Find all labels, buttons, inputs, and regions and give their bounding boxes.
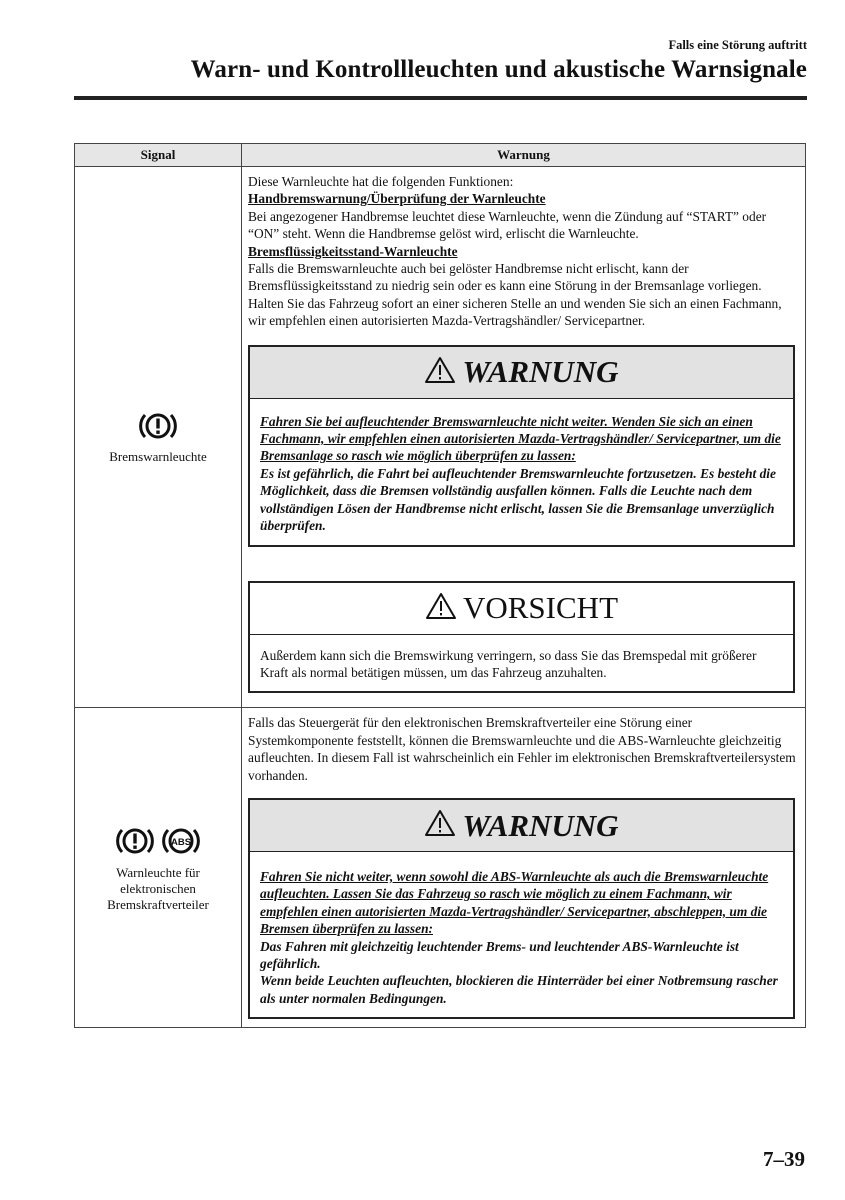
page-title: Warn- und Kontrollleuchten und akustische Warnsignale [190,56,807,83]
warning-box [248,345,795,547]
header-warnung: Warnung [242,144,806,167]
caution-box-header [250,583,793,635]
page-number: 7–39 [763,1147,805,1171]
table-row [75,708,806,1028]
header-signal: Signal [75,144,242,167]
warning-triangle-icon [424,356,456,388]
warning-triangle-icon [425,592,457,624]
subheading: Handbremswarnung/Überprüfung der Warnleuchte [248,191,546,207]
paragraph: Falls die Bremswarnleuchte auch bei gelöster Handbremse nicht erlischt, kann der Bremsflüssigkeitsstand zu niedrig sein oder es kann eine Störung in der Bremsanlage vorliegen. Halten Sie das Fahrzeug sofort an einer sicheren Stelle an und wenden Sie sich an einen Fachmann, wir empfehlen einen autorisierten Mazda-Vertragshändler/ Servicepartner. [248,261,782,329]
signal-cell [75,708,242,1028]
intro-text: Falls das Steuergerät für den elektronischen Bremskraftverteiler eine Störung einer Systemkomponente feststellt, können die Bremswarnleuchte und die ABS-Warnleuchte gleichzeitig aufleuchten. In diesem Fall ist wahrscheinlich ein Fehler im elektronischen Bremskraftverteilersystem vorhanden. [248,715,796,783]
warning-text: Wenn beide Leuchten aufleuchten, blockieren die Hinterräder bei einer Notbremsung rascher als unter normalen Bedingungen. [260,973,778,1006]
brake-abs-warning-icon [109,823,207,863]
warning-table [74,143,806,1028]
warning-title: WARNUNG [462,807,619,843]
brake-warning-icon [135,409,181,447]
warning-text-cell [242,167,806,708]
warning-underlined-text: Fahren Sie bei aufleuchtender Bremswarnleuchte nicht weiter. Wenden Sie sich an einen Fachmann, wir empfehlen einen autorisierten Mazda-Vertragshändler/ Servicepartner, um die Bremsanlage so rasch wie möglich überprüfen zu lassen: [260,413,781,464]
warning-triangle-icon [424,809,456,841]
section-label: Falls eine Störung auftritt [668,38,807,52]
warning-text: Es ist gefährlich, die Fahrt bei aufleuchtender Bremswarnleuchte fortzusetzen. Es besteht die Möglichkeit, dass die Bremsen vollständig ausfallen können. Falls die Leuchte nach dem vollständigen Lösen der Handbremse nicht erlischt, lassen Sie die Bremsanlage unverzüglich überprüfen. [260,465,776,534]
warning-text-cell [242,708,806,1028]
signal-label: Bremswarnleuchte [109,449,207,465]
paragraph: Bei angezogener Handbremse leuchtet diese Warnleuchte, wenn die Zündung auf “START” oder “ON” steht. Wenn die Handbremse gelöst wird, erlischt die Warnleuchte. [248,208,767,242]
title-rule [74,96,807,100]
warning-text: Das Fahren mit gleichzeitig leuchtender Brems- und leuchtender ABS-Warnleuchte ist gefährlich. [260,938,739,971]
table-row [75,167,806,708]
subheading: Bremsflüssigkeitsstand-Warnleuchte [248,243,458,259]
warning-box-header [250,800,793,852]
warning-box [248,798,795,1019]
warning-title: WARNUNG [462,354,619,390]
warning-box-header [250,347,793,399]
signal-cell [75,167,242,708]
caution-text: Außerdem kann sich die Bremswirkung verringern, so dass Sie das Bremspedal mit größerer Kraft als normal betätigen müssen, um das Fahrzeug anzuhalten. [260,647,757,680]
warning-box-body [250,399,793,545]
caution-box-body [250,635,793,692]
caution-box [248,581,795,694]
warning-box-body [250,852,793,1017]
signal-label: Warnleuchte für elektronischen Bremskraftverteiler [107,864,209,912]
table-header-row [75,144,806,167]
intro-text: Diese Warnleuchte hat die folgenden Funktionen: [248,174,514,189]
caution-title: VORSICHT [462,590,618,626]
warning-underlined-text: Fahren Sie nicht weiter, wenn sowohl die ABS-Warnleuchte als auch die Bremswarnleuchte aufleuchten. Lassen Sie das Fahrzeug so rasch wie möglich zu einem Fachmann, wir empfehlen einen autorisierten Mazda-Vertragshändler/ Servicepartner, abschleppen, um die Bremsen überprüfen zu lassen: [260,868,769,937]
abs-text: ABS [170,836,192,848]
